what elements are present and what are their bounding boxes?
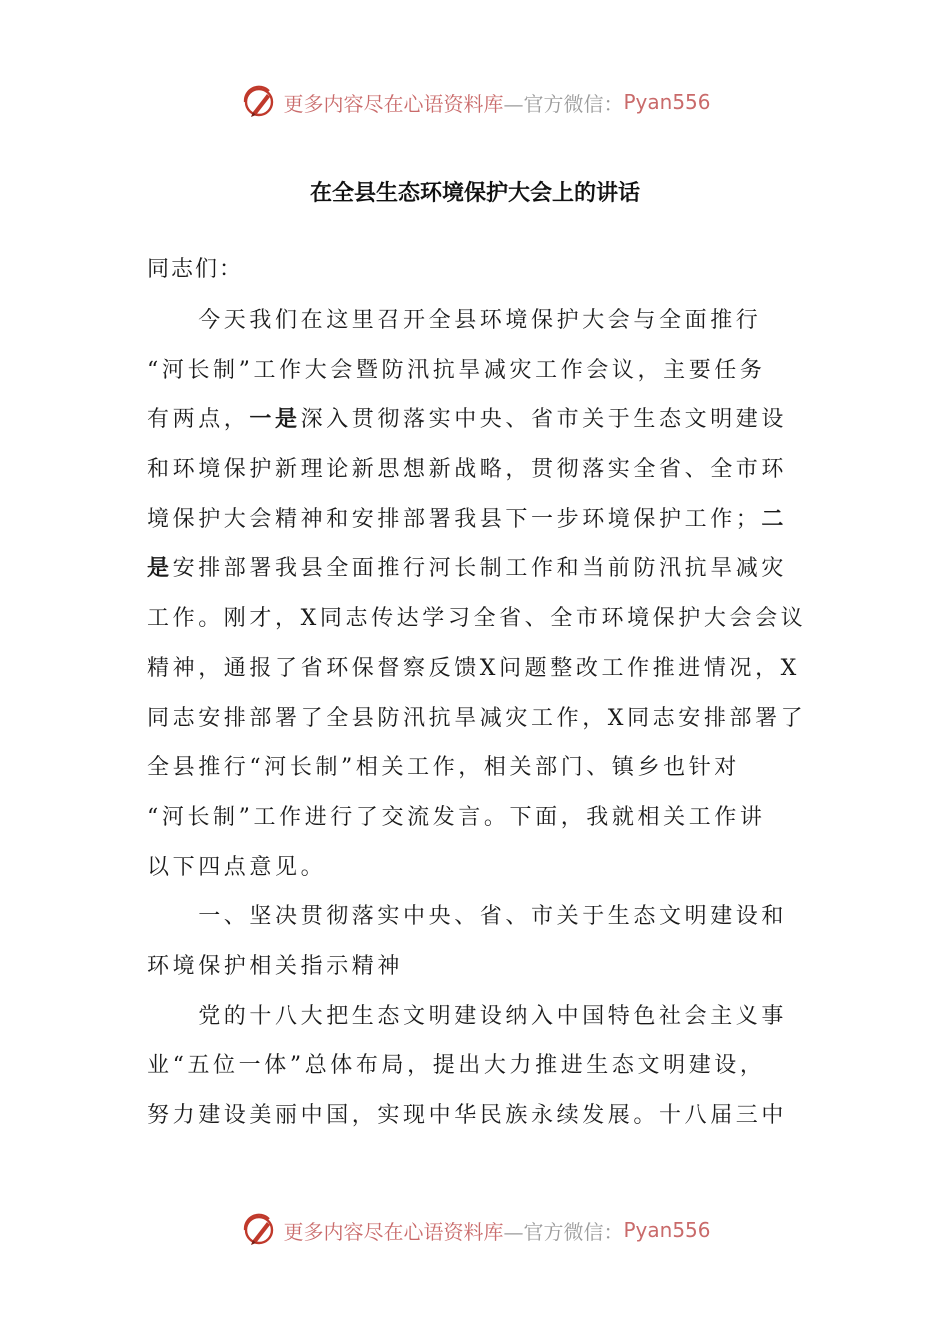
text-run: 同志安排部署了全县防汛抗旱减灾工作，X同志安排部署了 bbox=[147, 705, 807, 731]
banner-wechat-id: Pyan556 bbox=[623, 90, 711, 114]
bold-text: 一是 bbox=[249, 406, 301, 433]
body-line bbox=[147, 892, 807, 942]
footer-banner bbox=[0, 1210, 950, 1250]
greeting: 同志们： bbox=[147, 257, 244, 282]
body-line bbox=[147, 594, 807, 644]
text-run: “河长制”工作大会暨防汛抗旱减灾工作会议，主要任务 bbox=[147, 357, 766, 383]
body-line bbox=[147, 644, 807, 694]
text-run: 精神，通报了省环保督察反馈X问题整改工作推进情况，X bbox=[147, 655, 800, 681]
text-run: 以下四点意见。 bbox=[147, 854, 327, 880]
body-line bbox=[147, 1041, 807, 1091]
page-title: 在全县生态环境保护大会上的讲话 bbox=[309, 181, 640, 206]
body-line bbox=[147, 395, 807, 445]
text-run: 安排部署我县全面推行河长制工作和当前防汛抗旱减灾 bbox=[172, 556, 788, 582]
body-line bbox=[147, 942, 807, 992]
header-banner bbox=[0, 82, 950, 122]
text-run: 深入贯彻落实中央、省市关于生态文明建设 bbox=[300, 407, 788, 433]
body-line bbox=[147, 694, 807, 744]
text-run: 努力建设美丽中国，实现中华民族永续发展。十八届三中 bbox=[147, 1103, 788, 1128]
body-line bbox=[147, 445, 807, 495]
bold-text: 是 bbox=[147, 555, 173, 582]
text-run: 环境保护相关指示精神 bbox=[147, 953, 404, 979]
text-run: 和环境保护新理论新思想新战略，贯彻落实全省、全市环 bbox=[147, 457, 788, 483]
text-run: 一、坚决贯彻落实中央、省、市关于生态文明建设和 bbox=[147, 904, 788, 930]
text-run: 党的十八大把生态文明建设纳入中国特色社会主义事 bbox=[147, 1003, 788, 1029]
body-line bbox=[147, 346, 807, 396]
body-line bbox=[147, 495, 807, 545]
banner-red-text: 更多内容尽在心语资料库 bbox=[283, 1219, 504, 1244]
pen-circle-logo-icon bbox=[239, 82, 279, 122]
bold-text: 二 bbox=[761, 505, 788, 532]
body-line bbox=[147, 843, 807, 893]
body-line bbox=[147, 1091, 807, 1141]
body-line bbox=[147, 793, 807, 843]
text-run: 全县推行“河长制”相关工作，相关部门、镇乡也针对 bbox=[147, 755, 740, 781]
text-run: “河长制”工作进行了交流发言。下面，我就相关工作讲 bbox=[147, 804, 766, 830]
text-run: 有两点， bbox=[147, 407, 250, 433]
text-run: 境保护大会精神和安排部署我县下一步环境保护工作； bbox=[147, 506, 762, 532]
body-line bbox=[147, 992, 807, 1042]
banner-gray-text: —官方微信： bbox=[503, 1219, 624, 1244]
body-line bbox=[147, 544, 807, 594]
text-run: 业“五位一体”总体布局，提出大力推进生态文明建设， bbox=[147, 1053, 766, 1079]
speech-body bbox=[147, 296, 807, 1141]
text-run: 今天我们在这里召开全县环境保护大会与全面推行 bbox=[147, 308, 762, 333]
banner-wechat-id: Pyan556 bbox=[623, 1218, 711, 1242]
banner-red-text: 更多内容尽在心语资料库 bbox=[283, 91, 504, 116]
text-run: 工作。刚才，X同志传达学习全省、全市环境保护大会会议 bbox=[147, 606, 807, 632]
body-line bbox=[147, 743, 807, 793]
body-line bbox=[147, 296, 807, 346]
banner-gray-text: —官方微信： bbox=[503, 91, 624, 116]
pen-circle-logo-icon bbox=[239, 1210, 279, 1250]
